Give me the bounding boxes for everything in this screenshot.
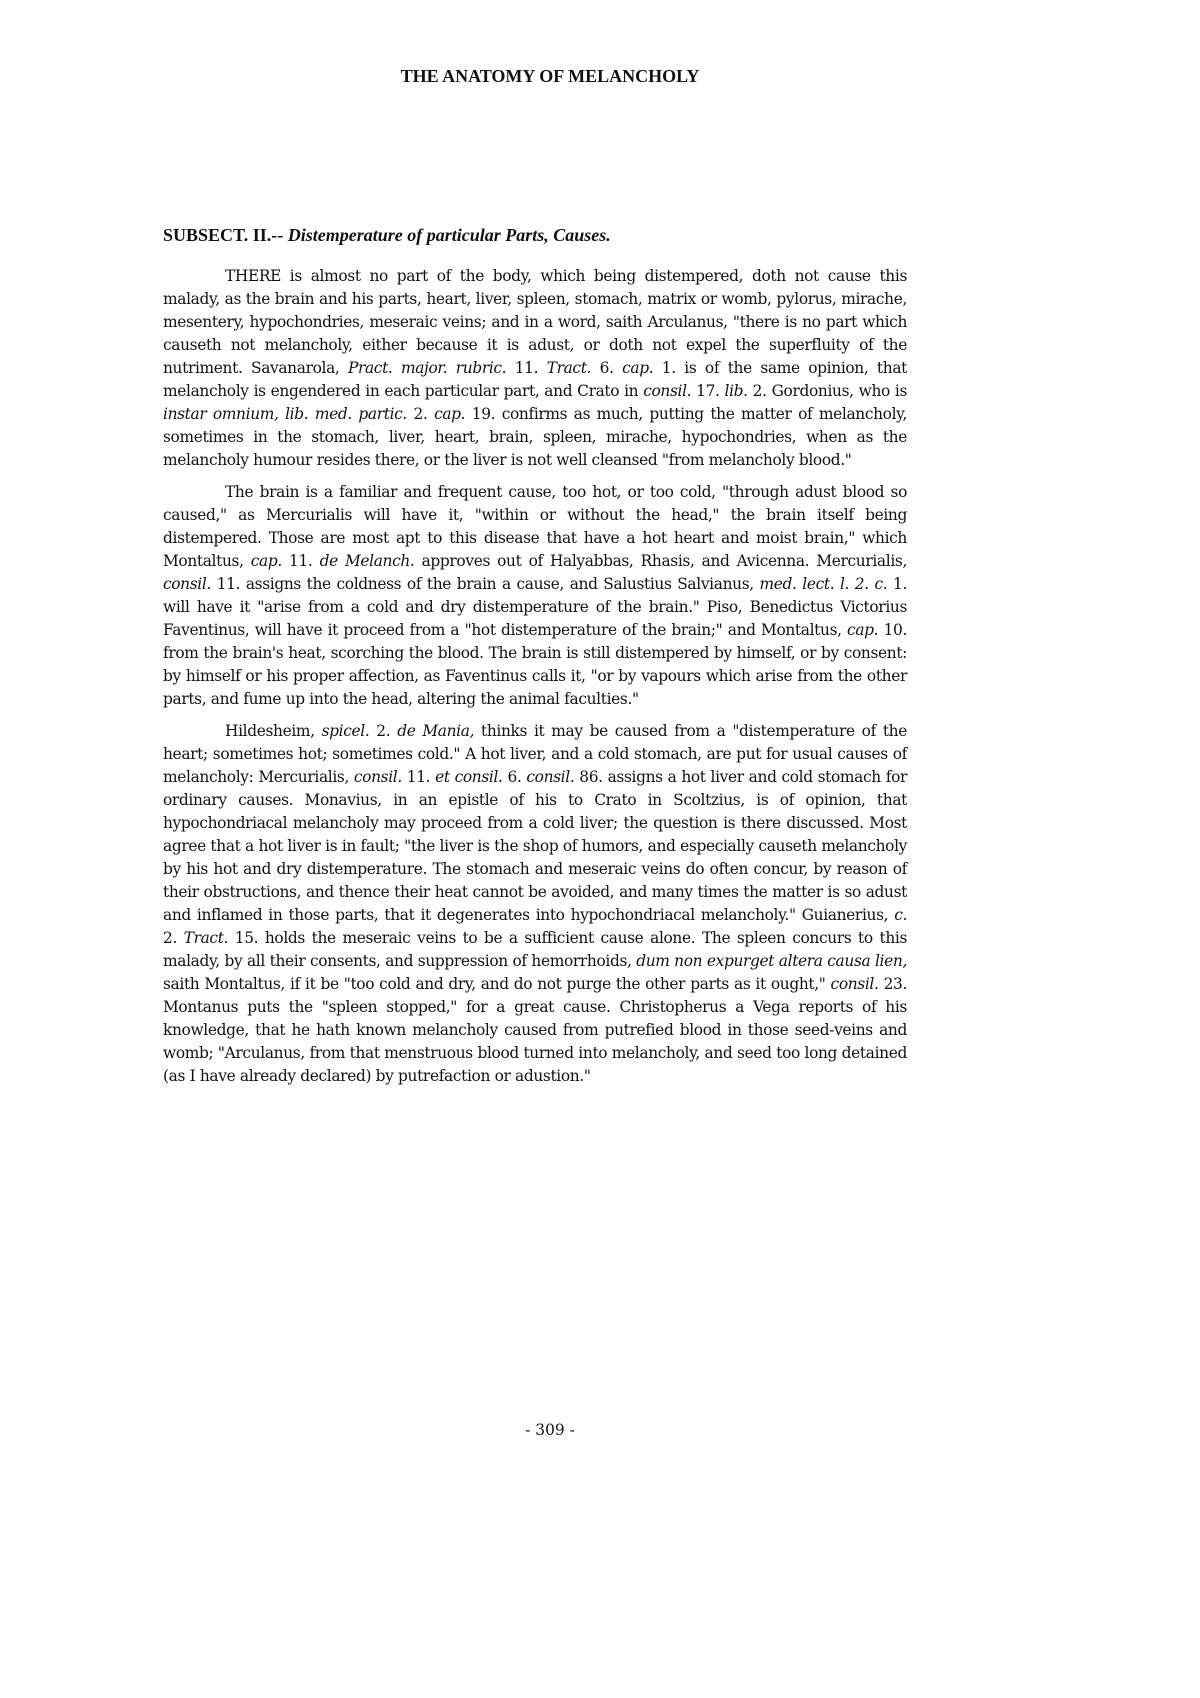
text-run: 2. — [369, 722, 398, 740]
text-run: 10. from the brain's heat, scorching the blood. The brain is still distempered by himself, or by consent: by himself or his proper affection, as Faventinus calls it, "or by vapours which arise from the other parts, and fume up into the head, altering the animal faculties." — [163, 621, 908, 708]
text-run: approves out of Halyabbas, Rhasis, and Avicenna. Mercurialis, — [414, 552, 907, 570]
text-column — [163, 223, 907, 1097]
section-title: Distemperature of particular Parts, Causes. — [287, 225, 611, 245]
paragraph-1 — [163, 265, 907, 472]
text-run: 1. is of the same opinion, that melancholy is engendered in each particular part, and Crato in — [163, 359, 907, 400]
italic-citation: cap. — [250, 552, 282, 570]
text-run: 6. — [502, 768, 527, 786]
italic-citation: cap. — [622, 359, 654, 377]
page-number: - 309 - — [525, 1421, 575, 1439]
text-run: 11. assigns the coldness of the brain a cause, and Salustius Salvianus, — [210, 575, 760, 593]
text-run: 1. will have it "arise from a cold and dry distemperature of the brain." Piso, Benedictus Victorius Faventinus, will have it proceed from a "hot distemperature of the brain;" and Montaltus, — [163, 575, 908, 639]
italic-citation: Tract. — [546, 359, 592, 377]
text-run: 86. assigns a hot liver and cold stomach for ordinary causes. Monavius, in an epistle of his to Crato in Scoltzius, is of opinion, that hypochondriacal melancholy may proceed from a cold liver; the question is there discussed. Most agree that a hot liver is in fault; "the liver is the shop of humors, and especially causeth melancholy by his hot and dry distemperature. The stomach and meseraic veins do often concur, by reason of their obstructions, and thence their heat cannot be avoided, and many times the matter is so adust and inflamed in those parts, that it degenerates into hypochondriacal melancholy." Guianerius, — [163, 768, 907, 924]
italic-citation: consil. — [526, 768, 575, 786]
section-heading — [163, 223, 907, 247]
paragraph-3 — [163, 720, 907, 1088]
italic-citation: Tract. — [183, 929, 229, 947]
italic-citation: Pract. major. rubric. — [347, 359, 507, 377]
running-head: THE ANATOMY OF MELANCHOLY — [400, 66, 700, 86]
text-run: 17. — [691, 382, 725, 400]
text-run: thinks it may be caused from a "distemperature of the heart; sometimes hot; sometimes cold." A hot liver, and a cold stomach, are put for usual causes of melancholy: Mercurialis, — [163, 722, 907, 786]
italic-citation: de Mania, — [397, 722, 475, 740]
text-run: 2. — [163, 929, 184, 947]
text-run: 11. — [506, 359, 547, 377]
text-run: 2. Gordonius, who is — [747, 382, 907, 400]
italic-citation: consil. — [163, 575, 211, 593]
text-run: 19. confirms as much, putting the matter of melancholy, sometimes in the stomach, liver, heart, brain, spleen, mirache, hypochondries, when as the melancholy humour resides there, or the liver is not well cleansed "from melancholy blood." — [163, 405, 908, 469]
section-label: SUBSECT. II.-- — [163, 225, 284, 245]
text-run: saith Montaltus, if it be "too cold and dry, and do not purge the other parts as it ought," — [163, 975, 831, 993]
italic-citation: cap. — [847, 621, 879, 639]
italic-citation: consil. — [643, 382, 692, 400]
italic-citation: et consil. — [435, 768, 503, 786]
italic-citation: dum non expurget altera causa lien, — [636, 952, 907, 970]
italic-citation: consil. — [830, 975, 879, 993]
text-run: 15. holds the meseraic veins to be a sufficient cause alone. The spleen concurs to this malady, by all their consents, and suppression of hemorrhoids, — [163, 929, 907, 970]
text-run: Hildesheim, — [225, 722, 322, 740]
italic-citation: instar omnium, lib. med. partic. — [163, 405, 407, 423]
text-run: 11. — [281, 552, 320, 570]
italic-citation: lib. — [724, 382, 748, 400]
italic-citation: consil. — [353, 768, 402, 786]
text-run: The brain is a familiar and frequent cause, too hot, or too cold, "through adust blood so caused," as Mercurialis will have it, "within or without the head," the brain itself being distempered. Those are most apt to this disease that have a hot heart and moist brain," which Montaltus, — [163, 483, 907, 570]
italic-citation: cap. — [434, 405, 466, 423]
italic-citation: c. — [894, 906, 907, 924]
italic-citation: med. lect. l. 2. c. — [759, 575, 888, 593]
text-run: 6. — [591, 359, 623, 377]
text-run: 11. — [401, 768, 436, 786]
text-run: 2. — [406, 405, 435, 423]
italic-citation: de Melanch. — [319, 552, 415, 570]
paragraph-2 — [163, 481, 907, 711]
italic-citation: spicel. — [321, 722, 370, 740]
text-run: THERE is almost no part of the body, which being distempered, doth not cause this malady, as the brain and his parts, heart, liver, spleen, stomach, matrix or womb, pylorus, mirache, mesentery, hypochondries, meseraic veins; and in a word, saith Arculanus, "there is no part which causeth not melancholy, either because it is adust, or doth not expel the superfluity of the nutriment. Savanarola, — [163, 267, 907, 377]
text-run: 23. Montanus puts the "spleen stopped," for a great cause. Christopherus a Vega reports of his knowledge, that he hath known melancholy caused from putrefied blood in those seed-veins and womb; "Arculanus, from that menstruous blood turned into melancholy, and seed too long detained (as I have already declared) by putrefaction or adustion." — [163, 975, 907, 1085]
